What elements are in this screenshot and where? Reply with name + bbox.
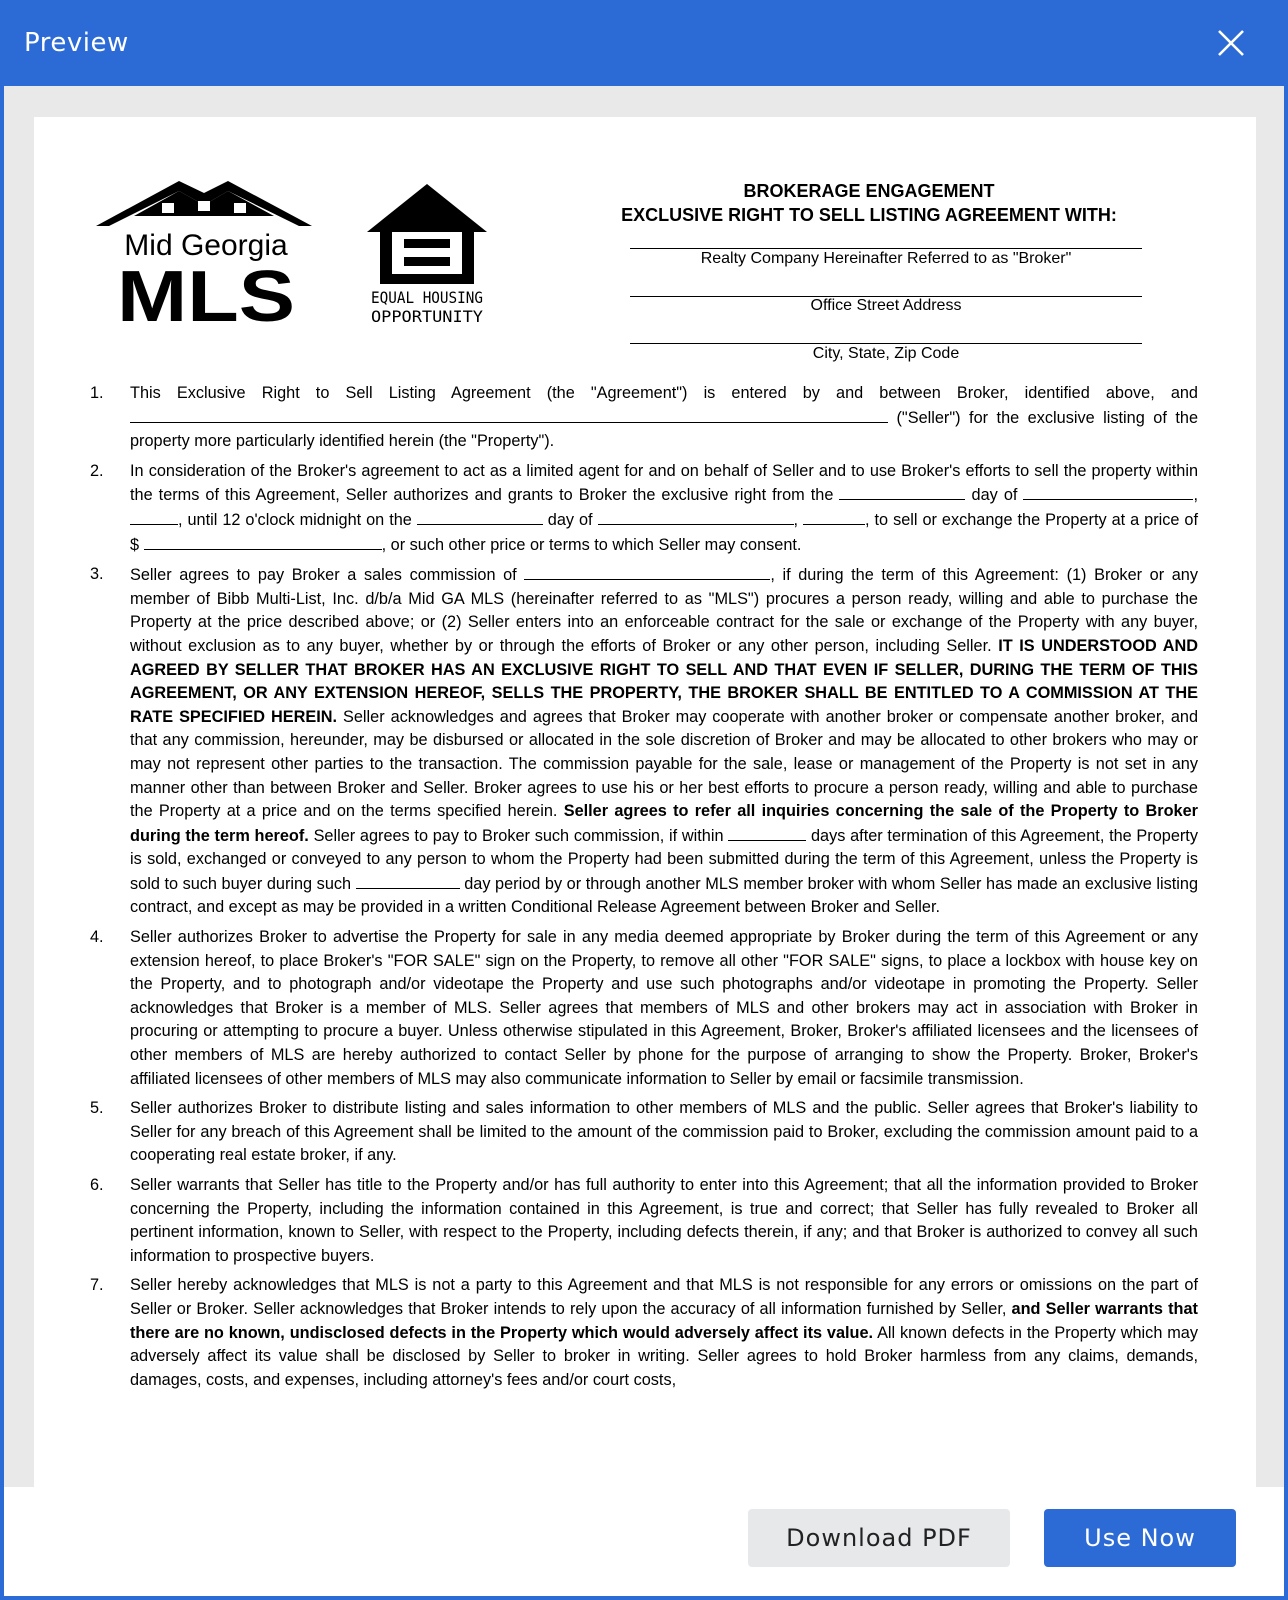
end-day-blank — [417, 508, 543, 525]
clause-text: day of — [547, 510, 593, 529]
clause-text: days after termination of this Agreement, the Property is sold, exchanged or conveyed to any person to whom the Property had been submitted during the term of this Agreement, unless the Property is sold to such buyer during such — [130, 826, 1198, 893]
clause-number: 5. — [90, 1099, 104, 1118]
days-after-blank — [728, 824, 806, 841]
clause-text: Seller hereby acknowledges that MLS is not a party to this Agreement and that MLS is not responsible for any errors or omissions on the part of Seller or Broker. Seller acknowledges that Broker intends to rely upon the accuracy of all information furnished by Seller, — [130, 1276, 1198, 1318]
city-state-zip-line — [630, 343, 1142, 344]
commission-blank — [524, 563, 770, 580]
clause-text: , or such other price or terms to which Seller may consent. — [381, 535, 802, 554]
clause-text: , — [793, 510, 799, 529]
clause-text: ("Seller") for the exclusive listing of the property more particularly identified herein (the "Property"). — [130, 408, 1198, 451]
clause-number: 7. — [90, 1276, 104, 1295]
clause-text: , until 12 o'clock midnight on the — [178, 510, 412, 529]
document-preview[interactable] — [34, 117, 1256, 1487]
modal-title: Preview — [24, 28, 129, 58]
seller-name-blank — [130, 406, 888, 423]
clause-number: 2. — [90, 461, 104, 480]
clause-number: 6. — [90, 1176, 104, 1194]
close-icon[interactable] — [1216, 28, 1246, 58]
equal-housing-icon — [362, 182, 492, 332]
city-state-zip-label: City, State, Zip Code — [812, 345, 960, 362]
price-blank — [144, 533, 382, 550]
clause-text: day period by or through another MLS member broker with whom Seller has made an exclusive listing contract, and except as may be provided in a written Conditional Release Agreement between Broker and Seller. — [130, 874, 1198, 917]
clause-text: day of — [971, 486, 1018, 505]
clause-text: Seller agrees to pay to Broker such commission, if within — [313, 826, 724, 845]
office-address-label: Office Street Address — [810, 297, 962, 314]
clause-number: 4. — [90, 928, 104, 947]
mid-georgia-mls-logo — [94, 179, 324, 329]
clause-5 — [90, 1097, 1198, 1168]
start-month-blank — [1023, 483, 1193, 500]
clause-text: , — [1193, 486, 1199, 505]
modal-footer — [4, 1487, 1284, 1596]
clause-text: Seller acknowledges and agrees that Broker may cooperate with another broker or compensate another broker, and that any commission, hereunder, may be disbursed or allocated in the sole discretion of Broker and may be allocated to other brokers who may or may not represent other parties to the transaction. The commission payable for the sale, lease or management of the Property is not set in any manner other than between Broker and Seller. Broker agrees to use his or her best efforts to procure a person ready, willing and able to purchase the Property at a price and on the terms specified herein. — [130, 707, 1198, 821]
document-title-line1: BROKERAGE ENGAGEMENT — [743, 181, 995, 201]
clause-6 — [90, 1174, 1198, 1268]
logo-mls-text: MLS — [117, 257, 295, 329]
broker-name-line — [630, 248, 1142, 249]
modal-header — [0, 0, 1288, 86]
start-year-blank — [130, 508, 178, 525]
eho-line1: EQUAL HOUSING — [371, 288, 483, 307]
document-title-line2: EXCLUSIVE RIGHT TO SELL LISTING AGREEMENT WITH: — [621, 205, 1117, 225]
clause-text: In consideration of the Broker's agreement to act as a limited agent for and on behalf of Seller and to use Broker's efforts to sell the property within the terms of this Agreement, Seller authorizes and grants to Broker the exclusive right from the — [130, 461, 1198, 505]
agreement-clauses — [90, 382, 1198, 1398]
clause-number: 3. — [90, 565, 104, 584]
end-month-blank — [598, 508, 794, 525]
eho-line2: OPPORTUNITY — [371, 307, 484, 326]
clause-text: , to sell or exchange the Property at a price of $ — [130, 510, 1198, 554]
broker-name-label: Realty Company Hereinafter Referred to as "Broker" — [700, 250, 1072, 267]
start-day-blank — [839, 483, 965, 500]
equal-housing-logo — [362, 182, 492, 332]
clause-text: Seller warrants that Seller has title to the Property and/or has full authority to enter into this Agreement; that all the information provided to Broker concerning the Property, including the information contained in this Agreement, is true and correct; that Seller has fully revealed to Broker all pertinent information, known to Seller, with respect to the Property, including defects therein, if any; and that Broker is authorized to convey all such information to prospective buyers. — [130, 1176, 1198, 1265]
download-pdf-button[interactable]: Download PDF — [748, 1509, 1010, 1567]
clause-bold-text: and Seller warrants that there are no known, undisclosed defects in the Property which would adversely affect its value. — [130, 1299, 1198, 1342]
clause-1 — [90, 382, 1198, 454]
clause-2 — [90, 460, 1198, 557]
document-title — [594, 179, 1144, 227]
clause-text: All known defects in the Property which may adversely affect its value shall be disclosed by Seller to broker in writing. Seller agrees to hold Broker harmless from any claims, demands, damages, costs, and expenses, including attorney's fees and/or court costs, — [130, 1323, 1198, 1389]
clause-text: Seller authorizes Broker to distribute listing and sales information to other members of MLS and the public. Seller agrees that Broker's liability to Seller for any breach of this Agreement shall be limited to the amount of the commission paid to Broker, excluding the commission amount paid to a cooperating real estate broker, if any. — [130, 1099, 1198, 1165]
clause-7 — [90, 1274, 1198, 1392]
clause-4 — [90, 926, 1198, 1091]
clause-text: , if during the term of this Agreement: (1) Broker or any member of Bibb Multi-List, Inc. d/b/a Mid GA MLS (hereinafter referred to as "MLS") procures a person ready, willing and able to purchase the Property at the price described above; or (2) Seller enters into an enforceable contract for the sale or exchange of the Property with any buyer, without exclusion as to any buyer, whether by or through the efforts of Broker or any other person, including Seller. — [130, 566, 1199, 655]
logo-mid-georgia-text: Mid Georgia — [124, 229, 288, 262]
clause-text: Seller agrees to pay Broker a sales commission of — [130, 566, 517, 585]
house-roof-logo — [94, 179, 324, 329]
use-now-button[interactable]: Use Now — [1044, 1509, 1236, 1567]
clause-bold-text: IT IS UNDERSTOOD AND AGREED BY SELLER THAT BROKER HAS AN EXCLUSIVE RIGHT TO SELL AND THAT EVEN IF SELLER, DURING THE TERM OF THIS AGREEMENT, OR ANY EXTENSION HEREOF, SELLS THE PROPERTY, THE BROKER SHALL BE ENTITLED TO A COMMISSION AT THE RATE SPECIFIED HEREIN. — [130, 636, 1198, 726]
clause-number: 1. — [90, 384, 104, 402]
clause-text: This Exclusive Right to Sell Listing Agreement (the "Agreement") is entered by and between Broker, identified above, and — [130, 384, 1198, 402]
end-year-blank — [803, 508, 865, 525]
clause-text: Seller authorizes Broker to advertise the Property for sale in any media deemed appropriate by Broker during the term of this Agreement or any extension hereof, to place Broker's "FOR SALE" sign on the Property, to remove all other "FOR SALE" signs, to place a lockbox with house key on the Property, and to photograph and/or videotape the Property and use such photographs and/or videotape in promoting the Property. Seller acknowledges that Broker is a member of MLS. Seller agrees that members of MLS and other brokers may act in association with Broker in procuring or attempting to procure a buyer. Unless otherwise stipulated in this Agreement, Broker, Broker's affiliated licensees and the licensees of other members of MLS are hereby authorized to contact Seller by phone for the purpose of arranging to show the Property. Broker, Broker's affiliated licensees of other members of MLS may also communicate information to Seller by email or facsimile transmission. — [130, 928, 1198, 1088]
clause-3 — [90, 563, 1198, 920]
clause-bold-text: Seller agrees to refer all inquiries concerning the sale of the Property to Broker during the term hereof. — [130, 802, 1199, 845]
day-period-blank — [356, 872, 460, 889]
